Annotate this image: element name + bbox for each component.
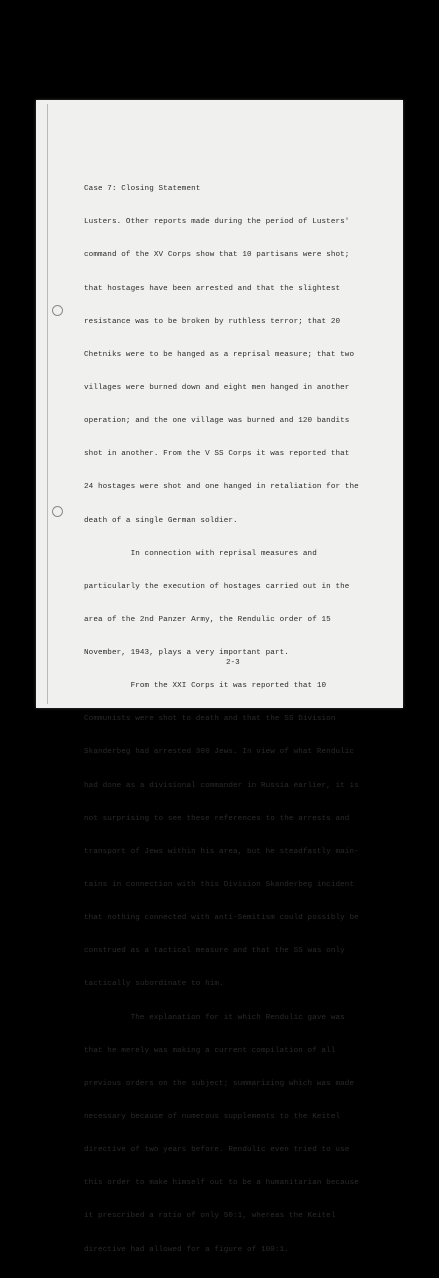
text-line: not surprising to see these references to the arrests and (84, 814, 350, 823)
text-line: death of a single German soldier. (84, 516, 238, 525)
text-line: previous orders on the subject; summarizing which was made (84, 1079, 355, 1088)
page-number: 2-3 (226, 659, 240, 667)
text-line: this order to make himself out to be a humanitarian because (84, 1179, 359, 1188)
punch-hole-bottom (52, 506, 63, 517)
text-line: directive had allowed for a figure of 100:1. (84, 1245, 289, 1254)
text-line: The explanation for it which Rendulic gave was (84, 1013, 345, 1022)
text-line: that nothing connected with anti-Semitism could possibly be (84, 914, 359, 923)
text-line: had done as a divisional commander in Russia earlier, it is (84, 781, 359, 790)
text-line: particularly the execution of hostages carried out in the (84, 582, 350, 591)
text-line: tactically subordinate to him. (84, 980, 224, 989)
margin-rule (47, 104, 48, 704)
document-body (84, 162, 384, 1278)
text-line: Skanderbeg had arrested 300 Jews. In view of what Rendulic (84, 748, 355, 757)
text-line: From the XXI Corps it was reported that 10 (84, 682, 327, 691)
text-line: it prescribed a ratio of only 50:1, whereas the Keitel (84, 1212, 336, 1221)
text-line: Chetniks were to be hanged as a reprisal measure; that two (84, 350, 355, 359)
text-line: In connection with reprisal measures and (84, 549, 317, 558)
punch-hole-top (52, 305, 63, 316)
text-line: resistance was to be broken by ruthless terror; that 20 (84, 317, 341, 326)
text-line: necessary because of numerous supplements to the Keitel (84, 1113, 341, 1122)
text-line: that hostages have been arrested and that the slightest (84, 284, 341, 293)
text-line: November, 1943, plays a very important part. (84, 649, 289, 658)
text-line: villages were burned down and eight men hanged in another (84, 383, 350, 392)
text-line: tains in connection with this Division Skanderbeg incident (84, 881, 355, 890)
text-line: command of the XV Corps show that 10 partisans were shot; (84, 251, 350, 260)
text-line: operation; and the one village was burned and 120 bandits (84, 417, 350, 426)
text-line: directive of two years before. Rendulic even tried to use (84, 1146, 350, 1155)
text-line: Lusters. Other reports made during the period of Lusters' (84, 218, 350, 227)
text-line: Communists were shot to death and that the SS Division (84, 715, 336, 724)
text-line: transport of Jews within his area, but he steadfastly main- (84, 847, 359, 856)
document-heading: Case 7: Closing Statement (84, 185, 201, 194)
text-line: 24 hostages were shot and one hanged in retaliation for the (84, 483, 359, 492)
text-line: shot in another. From the V SS Corps it was reported that (84, 450, 350, 459)
text-line: area of the 2nd Panzer Army, the Rendulic order of 15 (84, 615, 331, 624)
text-line: that he merely was making a current compilation of all (84, 1046, 336, 1055)
text-line: construed as a tactical measure and that the SS was only (84, 947, 345, 956)
